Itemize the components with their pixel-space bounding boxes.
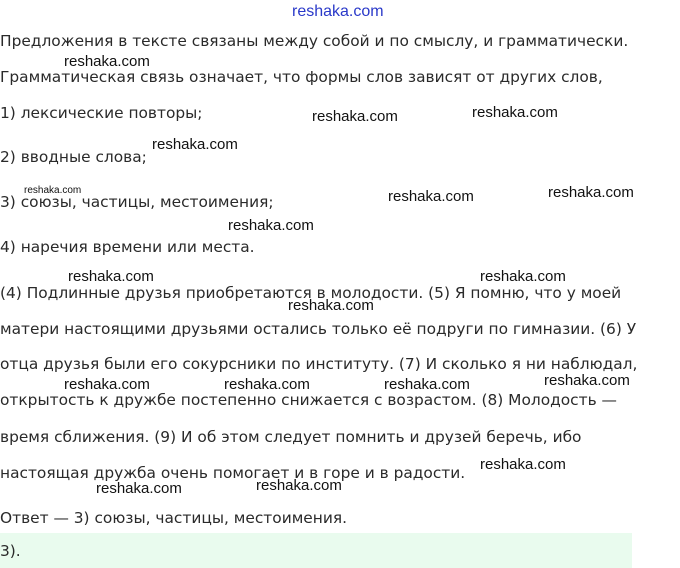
watermark: reshaka.com: [24, 185, 82, 196]
watermark: reshaka.com: [472, 104, 558, 121]
watermark: reshaka.com: [544, 372, 630, 389]
watermark: reshaka.com: [68, 268, 154, 285]
passage-line-1: (4) Подлинные друзья приобретаются в молодости. (5) Я помню, что у моей: [0, 284, 622, 302]
watermark: reshaka.com: [224, 376, 310, 393]
watermark: reshaka.com: [388, 188, 474, 205]
header-watermark[interactable]: reshaka.com: [292, 3, 384, 20]
watermark: reshaka.com: [480, 456, 566, 473]
answer-text: Ответ — 3) союзы, частицы, местоимения.: [0, 509, 347, 527]
watermark: reshaka.com: [64, 53, 150, 70]
option-1: 1) лексические повторы;: [0, 104, 203, 122]
option-3: 3) союзы, частицы, местоимения;: [0, 193, 274, 211]
passage-line-2: матери настоящими друзьями остались только её подруги по гимназии. (6) У: [0, 320, 637, 338]
passage-line-3: отца друзья были его сокурсники по институту. (7) И сколько я ни наблюдал,: [0, 355, 638, 373]
watermark: reshaka.com: [152, 136, 238, 153]
answer-box: [0, 533, 632, 568]
option-4: 4) наречия времени или места.: [0, 238, 255, 256]
watermark: reshaka.com: [96, 480, 182, 497]
answer-value: 3).: [0, 542, 21, 560]
option-2: 2) вводные слова;: [0, 148, 147, 166]
watermark: reshaka.com: [64, 376, 150, 393]
watermark: reshaka.com: [548, 184, 634, 201]
passage-line-4: открытость к дружбе постепенно снижается с возрастом. (8) Молодость —: [0, 391, 617, 409]
passage-line-6: настоящая дружба очень помогает и в горе и в радости.: [0, 464, 466, 482]
intro-line-1: Предложения в тексте связаны между собой и по смыслу, и грамматически.: [0, 32, 629, 50]
watermark: reshaka.com: [288, 297, 374, 314]
watermark: reshaka.com: [480, 268, 566, 285]
passage-line-5: время сближения. (9) И об этом следует помнить и друзей беречь, ибо: [0, 428, 582, 446]
intro-line-2: Грамматическая связь означает, что формы слов зависят от других слов,: [0, 68, 603, 86]
watermark: reshaka.com: [256, 477, 342, 494]
watermark: reshaka.com: [384, 376, 470, 393]
watermark: reshaka.com: [312, 108, 398, 125]
watermark: reshaka.com: [228, 217, 314, 234]
